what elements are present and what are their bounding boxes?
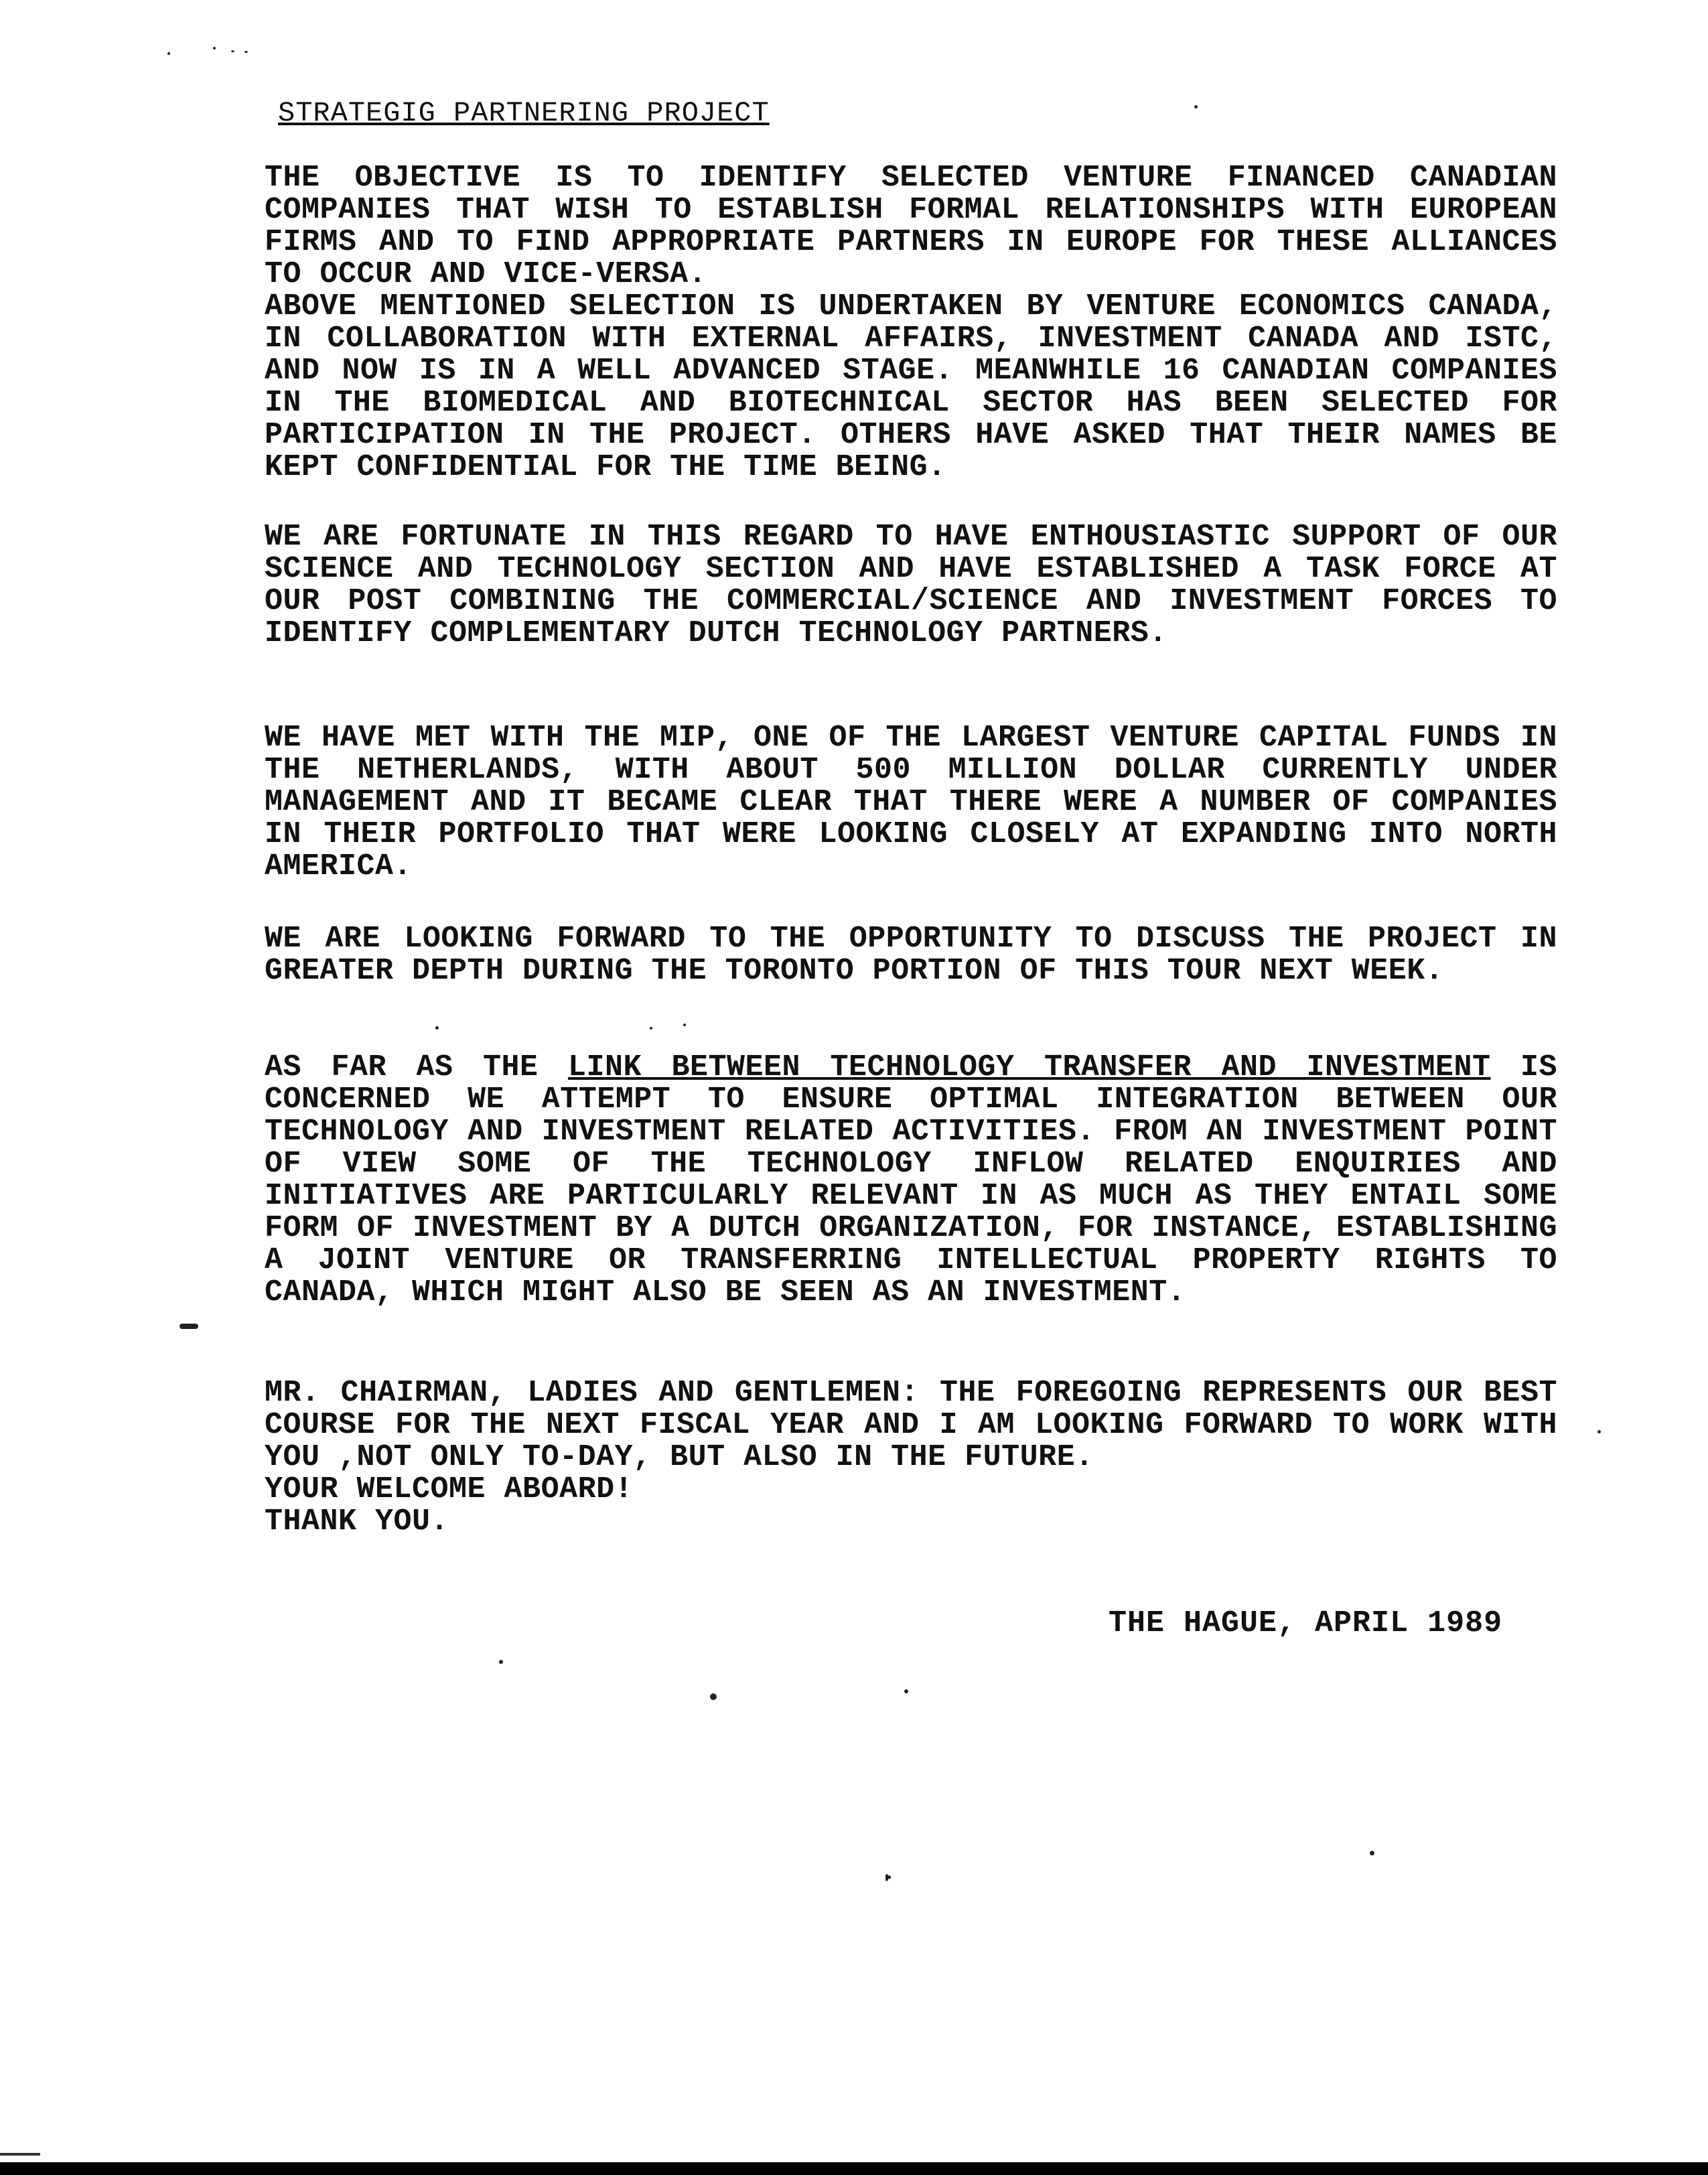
- thank-you-line: THANK YOU.: [265, 1504, 449, 1539]
- scan-speck: [1370, 1851, 1374, 1855]
- scan-speck: [885, 1874, 888, 1881]
- scan-speck: [435, 1026, 439, 1030]
- paragraph-technology-link: [265, 1052, 1557, 1309]
- scan-edge-mark: [0, 2153, 40, 2156]
- paragraph-mip: [265, 722, 1557, 883]
- document-title: STRATEGIG PARTNERING PROJECT: [278, 97, 770, 129]
- scan-speck: [650, 1027, 652, 1030]
- scan-speck: [1194, 105, 1198, 109]
- scan-speck: [1597, 1430, 1601, 1433]
- paragraph-support: [265, 521, 1557, 650]
- scan-speck: [231, 50, 234, 52]
- paragraph-support-text: WE ARE FORTUNATE IN THIS REGARD TO HAVE ENTHOUSIASTIC SUPPORT OF OUR SCIENCE AND TECHNOLOGY SECTION AND HAVE ESTABLISHED A TASK FORCE AT OUR POST COMBINING THE COMMERCIAL/SCIENCE AND INVESTMENT FORCES TO IDENTIFY COMPLEMENTARY DUTCH TECHNOLOGY PARTNERS.: [265, 520, 1557, 650]
- scan-speck: [244, 51, 248, 53]
- welcome-line: YOUR WELCOME ABOARD!: [265, 1472, 634, 1506]
- dateline: THE HAGUE, APRIL 1989: [1109, 1606, 1503, 1640]
- paragraph-closing: [265, 1377, 1557, 1538]
- scan-speck: [499, 1660, 503, 1664]
- scan-speck: [683, 1024, 686, 1026]
- scan-bottom-edge: [0, 2162, 1708, 2175]
- paragraph-closing-text: MR. CHAIRMAN, LADIES AND GENTLEMEN: THE FOREGOING REPRESENTS OUR BEST COURSE FOR THE NEXT FISCAL YEAR AND I AM LOOKING FORWARD TO WORK WITH YOU ,NOT ONLY TO-DAY, BUT ALSO IN THE FUTURE.: [265, 1376, 1557, 1474]
- scan-speck: [213, 47, 216, 50]
- paragraph-selection-text: ABOVE MENTIONED SELECTION IS UNDERTAKEN BY VENTURE ECONOMICS CANADA, IN COLLABORATION WITH EXTERNAL AFFAIRS, INVESTMENT CANADA AND ISTC, AND NOW IS IN A WELL ADVANCED STAGE. MEANWHILE 16 CANADIAN COMPANIES IN THE BIOMEDICAL AND BIOTECHNICAL SECTOR HAS BEEN SELECTED FOR PARTICIPATION IN THE PROJECT. OTHERS HAVE ASKED THAT THEIR NAMES BE KEPT CONFIDENTIAL FOR THE TIME BEING.: [265, 289, 1557, 484]
- scan-speck: [710, 1693, 717, 1700]
- scan-speck: [180, 1324, 198, 1329]
- underlined-link-phrase: LINK BETWEEN TECHNOLOGY TRANSFER AND INVESTMENT: [567, 1050, 1491, 1084]
- scan-speck: [167, 52, 170, 55]
- scan-speck: [904, 1689, 908, 1693]
- paragraph-objective: [265, 162, 1557, 484]
- paragraph-mip-text: WE HAVE MET WITH THE MIP, ONE OF THE LARGEST VENTURE CAPITAL FUNDS IN THE NETHERLANDS, WITH ABOUT 500 MILLION DOLLAR CURRENTLY UNDER MANAGEMENT AND IT BECAME CLEAR THAT THERE WERE A NUMBER OF COMPANIES IN THEIR PORTFOLIO THAT WERE LOOKING CLOSELY AT EXPANDING INTO NORTH AMERICA.: [265, 721, 1557, 884]
- paragraph-objective-text: THE OBJECTIVE IS TO IDENTIFY SELECTED VENTURE FINANCED CANADIAN COMPANIES THAT WISH TO ESTABLISH FORMAL RELATIONSHIPS WITH EUROPEAN FIRMS AND TO FIND APPROPRIATE PARTNERS IN EUROPE FOR THESE ALLIANCES TO OCCUR AND VICE-VERSA.: [265, 161, 1557, 291]
- paragraph-technology-link-intro: AS FAR AS THE: [265, 1050, 568, 1084]
- paragraph-toronto: [265, 923, 1557, 987]
- paragraph-toronto-text: WE ARE LOOKING FORWARD TO THE OPPORTUNITY TO DISCUSS THE PROJECT IN GREATER DEPTH DURING THE TORONTO PORTION OF THIS TOUR NEXT WEEK.: [265, 922, 1557, 988]
- paragraph-technology-link-text: [265, 1052, 1557, 1309]
- paragraph-technology-link-rest: IS CONCERNED WE ATTEMPT TO ENSURE OPTIMAL INTEGRATION BETWEEN OUR TECHNOLOGY AND INVESTMENT RELATED ACTIVITIES. FROM AN INVESTMENT POINT OF VIEW SOME OF THE TECHNOLOGY INFLOW RELATED ENQUIRIES AND INITIATIVES ARE PARTICULARLY RELEVANT IN AS MUCH AS THEY ENTAIL SOME FORM OF INVESTMENT BY A DUTCH ORGANIZATION, FOR INSTANCE, ESTABLISHING A JOINT VENTURE OR TRANSFERRING INTELLECTUAL PROPERTY RIGHTS TO CANADA, WHICH MIGHT ALSO BE SEEN AS AN INVESTMENT.: [265, 1050, 1557, 1310]
